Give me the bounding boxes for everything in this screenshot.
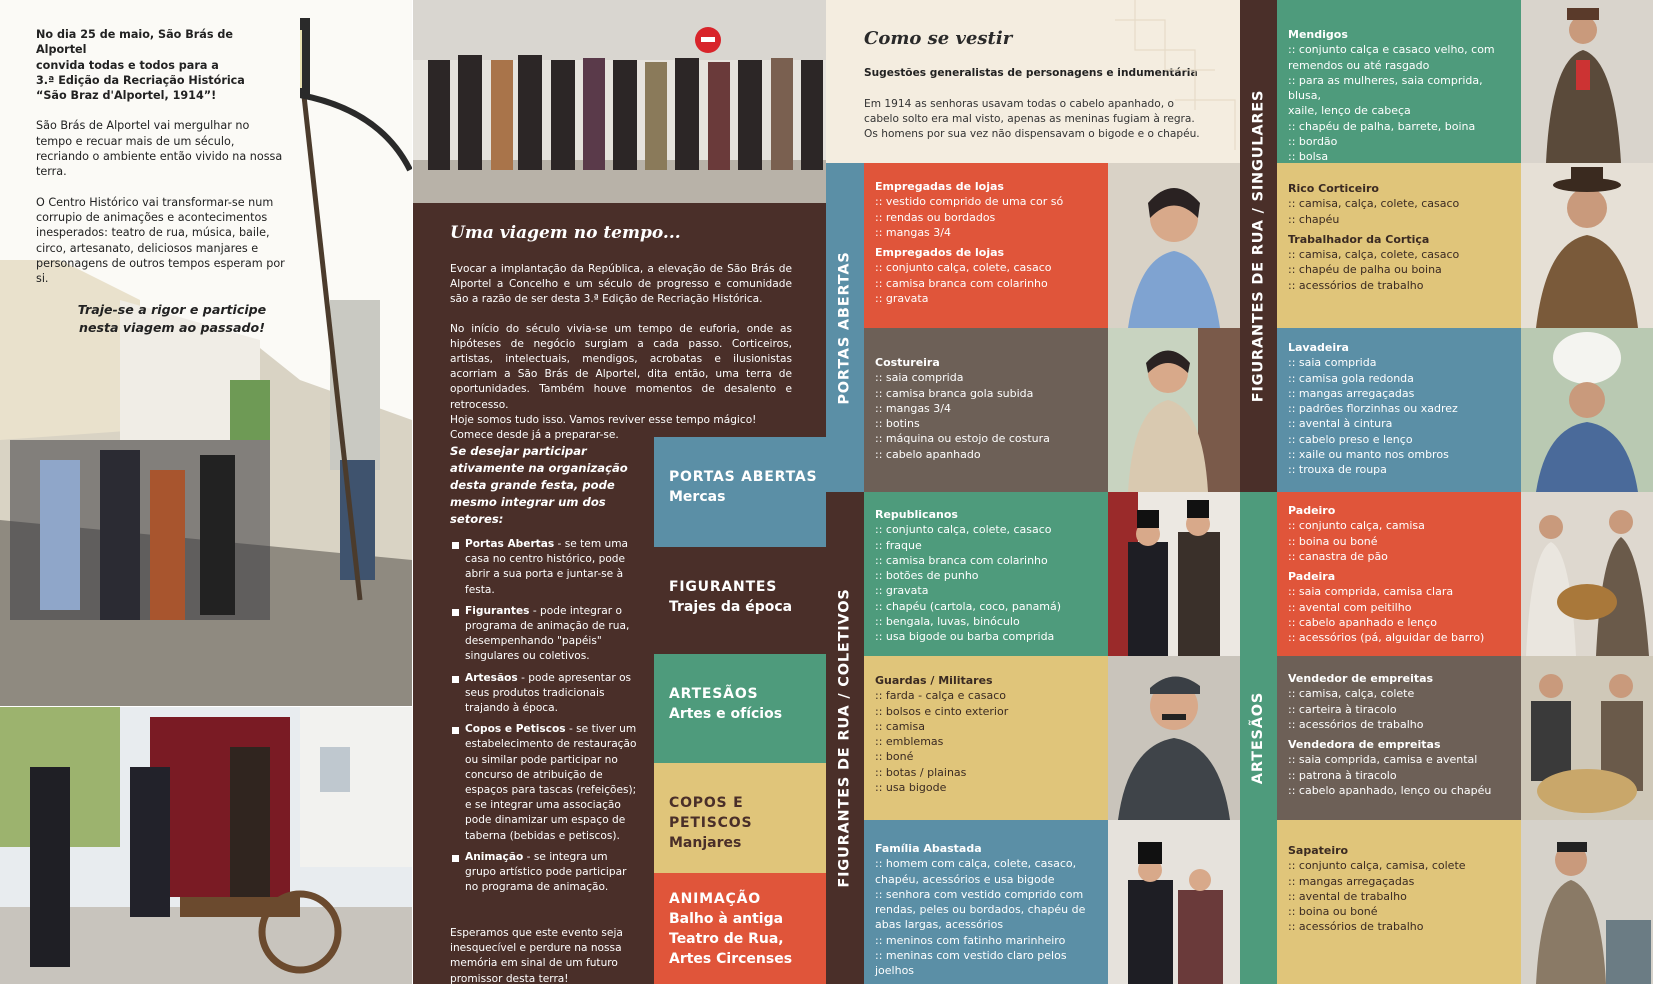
photo-sapateiro xyxy=(1521,820,1653,984)
intro-text: No dia 25 de maio, São Brás de Alportel convida todas e todos para a 3.ª Edição da Recriação Histórica “São Braz d'Alportel, 1914”! São Brás de Alportel vai mergulhar no tempo e recuar mais de um século, recriando o ambiente então vivido na nossa terra. O Centro Histórico vai transformar-se num corrupio de animações e acontecimentos inesperados: teatro de rua, música, baile, circo, artesanato, deliciosos manjares e personagens de outros tempos esperam por si. Traje-se a rigor e participe nesta viagem ao passado! xyxy=(36,28,285,336)
box-guardas-militares: Guardas / Militares :: farda - calça e casaco :: bolsos e cinto exterior :: camisa :: emblemas :: boné :: botas / plainas :: usa bigode xyxy=(864,656,1108,820)
list-item: Figurantes - pode integrar o programa de animação de rua, desempenhando "papéis" singulares ou coletivos. xyxy=(450,604,638,665)
photo-corticeiro xyxy=(1521,163,1653,328)
intro-paragraph-3: O Centro Histórico vai transformar-se num corrupio de animações e acontecimentos inesperados: teatro de rua, música, baile, circo, artesanato, deliciosos manjares e personagens de outros tempos esperam por si. xyxy=(36,195,285,286)
intro-call: Traje-se a rigor e participe nesta viagem ao passado! xyxy=(77,302,267,336)
photo-empregada xyxy=(1108,163,1240,328)
box-republicanos: Republicanos :: conjunto calça, colete, casaco :: fraque :: camisa branca com colarinho :: botões de punho :: gravata :: chapéu (cartola, coco, panamá) :: bengala, luvas, binóculo :: usa bigode ou barba comprida xyxy=(864,492,1108,656)
decor-pattern xyxy=(1105,0,1240,163)
viagem-title: Uma viagem no tempo... xyxy=(450,223,681,243)
sectors-intro: Se desejar participar ativamente na organização desta grande festa, pode mesmo integrar um dos setores: xyxy=(450,444,628,526)
box-padeiro: Padeiro :: conjunto calça, camisa :: boina ou boné :: canastra de pão Padeira :: saia comprida, camisa clara :: avental com peitilho :: cabelo apanhado e lenço :: acessórios (pá, alguidar de barro) xyxy=(1277,492,1521,656)
list-item: Copos e Petiscos - se tiver um estabelecimento de restauração ou similar pode participar no concurso de atribuição de espaços para tascas (refeições); e se integrar uma associação pode dinamizar um espaço de taberna (bebidas e petiscos). xyxy=(450,722,638,844)
tile-copos-petiscos: COPOS E PETISCOS Manjares xyxy=(654,763,826,873)
vestir-subtitle: Sugestões generalistas de personagens e indumentária xyxy=(864,67,1198,79)
band-figurantes-singulares: FIGURANTES DE RUA / SINGULARES xyxy=(1240,0,1277,492)
closing-text: Esperamos que este evento seja inesquecível e perdure na nossa memória em sinal de um futuro promissor desta terra! xyxy=(450,927,623,984)
box-mendigos: Mendigos :: conjunto calça e casaco velho, com remendos ou até rasgado :: para as mulheres, saia comprida, blusa, xaile, lenço de cabeça :: chapéu de palha, barrete, boina :: bordão :: bolsa xyxy=(1277,0,1521,163)
box-empregados-lojas: Empregadas de lojas :: vestido comprido de uma cor só :: rendas ou bordados :: mangas 3/4 Empregados de lojas :: conjunto calça, colete, casaco :: camisa branca com colarinho :: gravata xyxy=(864,163,1108,328)
vestir-title: Como se vestir xyxy=(864,28,1013,49)
list-item: Artesãos - pode apresentar os seus produtos tradicionais trajando à época. xyxy=(450,671,638,717)
intro-panel xyxy=(0,0,412,706)
band-artesaos: ARTESÃOS xyxy=(1240,492,1277,984)
photo-empreitas xyxy=(1521,656,1653,820)
tile-artesaos: ARTESÃOS Artes e ofícios xyxy=(654,654,826,763)
stage-photo xyxy=(0,707,412,984)
box-familia-abastada: Família Abastada :: homem com calça, colete, casaco, chapéu, acessórios e usa bigode :: senhora com vestido comprido com rendas, peles ou bordados, chapéu de abas largas, acessórios :: meninos com fatinho marinheiro :: meninas com vestido claro pelos joelhos xyxy=(864,820,1108,984)
band-portas-abertas: PORTAS ABERTAS xyxy=(826,163,864,492)
box-costureira: Costureira :: saia comprida :: camisa branca gola subida :: mangas 3/4 :: botins :: máquina ou estojo de costura :: cabelo apanhado xyxy=(864,328,1108,492)
photo-familia xyxy=(1108,820,1240,984)
intro-paragraph-2: São Brás de Alportel vai mergulhar no tempo e recuar mais de um século, recriando o ambiente então vivido na nossa terra. xyxy=(36,119,283,179)
sectors-list xyxy=(450,537,638,901)
box-empreitas: Vendedor de empreitas :: camisa, calça, colete :: carteira à tiracolo :: acessórios de trabalho Vendedora de empreitas :: saia comprida, camisa e avental :: patrona à tiracolo :: cabelo apanhado, lenço ou chapéu xyxy=(1277,656,1521,820)
photo-costureira xyxy=(1108,328,1240,492)
tile-figurantes: FIGURANTES Trajes da época xyxy=(654,547,826,654)
list-item: Portas Abertas - se tem uma casa no centro histórico, pode abrir a sua porta e juntar-se à festa. xyxy=(450,537,638,598)
list-item: Animação - se integra um grupo artístico pode participar no programa de animação. xyxy=(450,850,638,896)
tile-portas-abertas: PORTAS ABERTAS Mercas xyxy=(654,437,826,547)
band-figurantes-coletivos: FIGURANTES DE RUA / COLETIVOS xyxy=(826,492,864,984)
photo-mendigo xyxy=(1521,0,1653,163)
photo-padeira xyxy=(1521,492,1653,656)
photo-guarda xyxy=(1108,656,1240,820)
viagem-body: Evocar a implantação da República, a elevação de São Brás de Alportel a Concelho e um século de progresso e comunidade são a razão de ser desta 3.ª Edição de Recriação Histórica. No início do século vivia-se um tempo de euforia, onde as hipóteses de negócio surgiam a cada passo. Corticeiros, artistas, intelectuais, mendigos, acrobatas e ilusionistas acorriam a São Brás de Alportel, dita então, uma terra de oportunidades. Também houve momentos de desalento e retrocesso. Hoje somos tudo isso. Vamos reviver esse tempo mágico! Comece desde já a preparar-se. xyxy=(450,263,792,442)
box-lavadeira: Lavadeira :: saia comprida :: camisa gola redonda :: mangas arregaçadas :: padrões florzinhas ou xadrez :: avental à cintura :: cabelo preso e lenço :: xaile ou manto nos ombros :: trouxa de roupa xyxy=(1277,328,1521,492)
box-corticeiro: Rico Corticeiro :: camisa, calça, colete, casaco :: chapéu Trabalhador da Cortiça :: camisa, calça, colete, casaco :: chapéu de palha ou boina :: acessórios de trabalho xyxy=(1277,163,1521,328)
box-sapateiro: Sapateiro :: conjunto calça, camisa, colete :: mangas arregaçadas :: avental de trabalho :: boina ou boné :: acessórios de trabalho xyxy=(1277,820,1521,984)
photo-republicanos xyxy=(1108,492,1240,656)
group-photo xyxy=(413,0,826,203)
tile-animacao: ANIMAÇÃO Balho à antiga Teatro de Rua, Artes Circenses xyxy=(654,873,826,984)
vestir-text: Em 1914 as senhoras usavam todas o cabelo apanhado, o cabelo solto era mal visto, apenas as meninas fugiam à regra. Os homens por sua vez não dispensavam o bigode e o chapéu. xyxy=(864,98,1200,141)
photo-lavadeira xyxy=(1521,328,1653,492)
